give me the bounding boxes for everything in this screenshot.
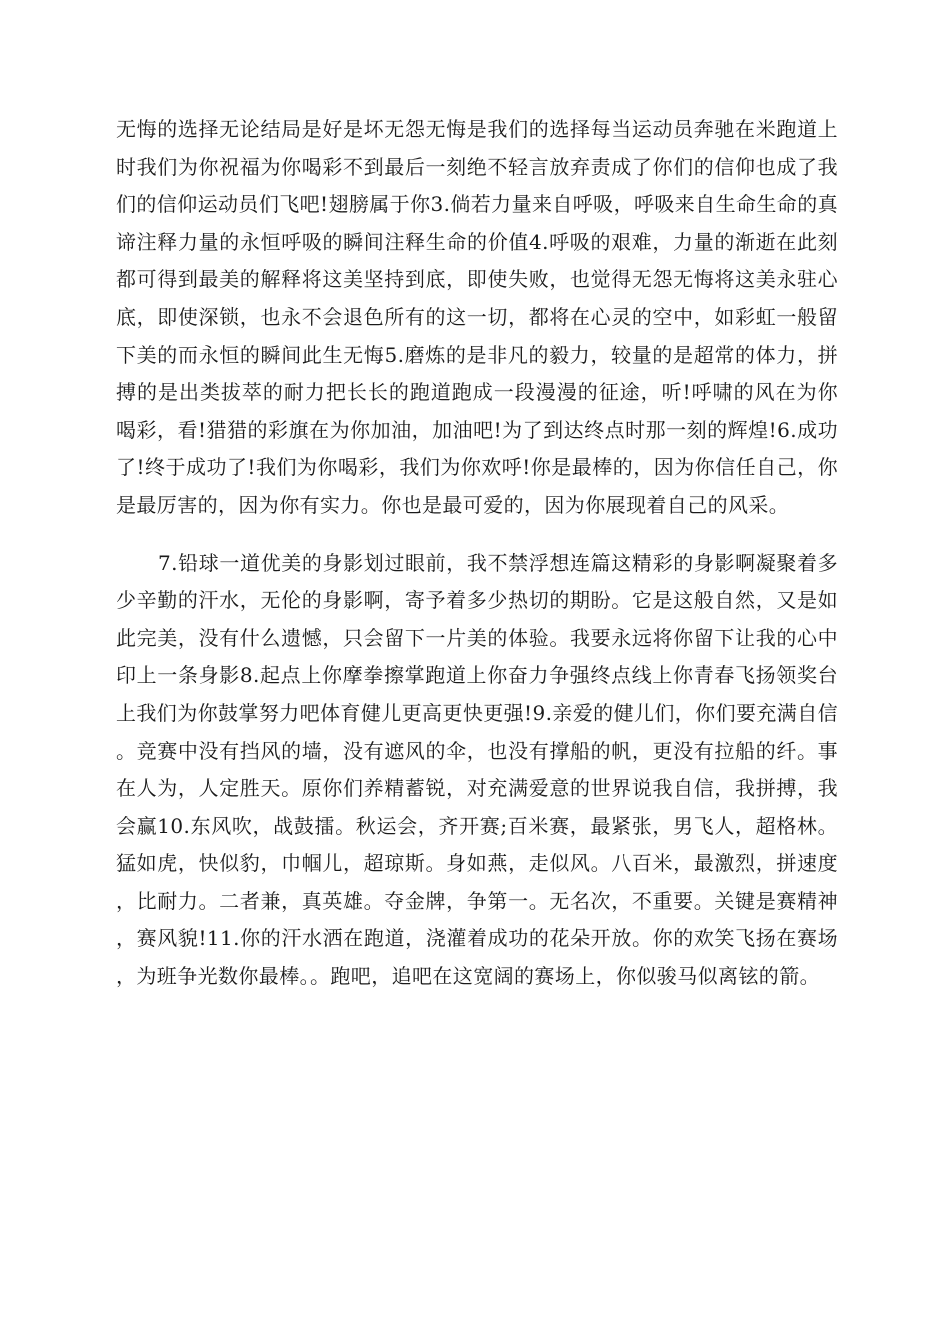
document-body	[116, 111, 838, 996]
paragraph-2: 7.铅球一道优美的身影划过眼前，我不禁浮想连篇这精彩的身影啊凝聚着多少辛勤的汗水，无伦的身影啊，寄予着多少热切的期盼。它是这般自然，又是如此完美，没有什么遗憾，只会留下一片美的体验。我要永远将你留下让我的心中印上一条身影8.起点上你摩拳擦掌跑道上你奋力争强终点线上你青春飞扬领奖台上我们为你鼓掌努力吧体育健儿更高更快更强!9.亲爱的健儿们，你们要充满自信。竞赛中没有挡风的墙，没有遮风的伞，也没有撑船的帆，更没有拉船的纤。事在人为，人定胜天。原你们养精蓄锐，对充满爱意的世界说我自信，我拼搏，我会赢10.东风吹，战鼓擂。秋运会，齐开赛;百米赛，最紧张，男飞人，超格林。猛如虎，快似豹，巾帼儿，超琼斯。身如燕，走似风。八百米，最激烈，拼速度，比耐力。二者兼，真英雄。夺金牌，争第一。无名次，不重要。关键是赛精神，赛风貌!11.你的汗水洒在跑道，浇灌着成功的花朵开放。你的欢笑飞扬在赛场，为班争光数你最棒。。跑吧，追吧在这宽阔的赛场上，你似骏马似离铉的箭。	[116, 550, 838, 989]
paragraph-1: 无悔的选择无论结局是好是坏无怨无悔是我们的选择每当运动员奔驰在米跑道上时我们为你祝福为你喝彩不到最后一刻绝不轻言放弃责成了你们的信仰也成了我们的信仰运动员们飞吧!翅膀属于你3.倘若力量来自呼吸，呼吸来自生命生命的真谛注释力量的永恒呼吸的瞬间注释生命的价值4.呼吸的艰难，力量的渐逝在此刻都可得到最美的解释将这美坚持到底，即使失败，也觉得无怨无悔将这美永驻心底，即使深锁，也永不会退色所有的这一切，都将在心灵的空中，如彩虹一般留下美的而永恒的瞬间此生无悔5.磨炼的是非凡的毅力，较量的是超常的体力，拼搏的是出类拔萃的耐力把长长的跑道跑成一段漫漫的征途，听!呼啸的风在为你喝彩，看!猎猎的彩旗在为你加油，加油吧!为了到达终点时那一刻的辉煌!6.成功了!终于成功了!我们为你喝彩，我们为你欢呼!你是最棒的，因为你信任自己，你是最厉害的，因为你有实力。你也是最可爱的，因为你展现着自己的风采。	[116, 117, 838, 517]
